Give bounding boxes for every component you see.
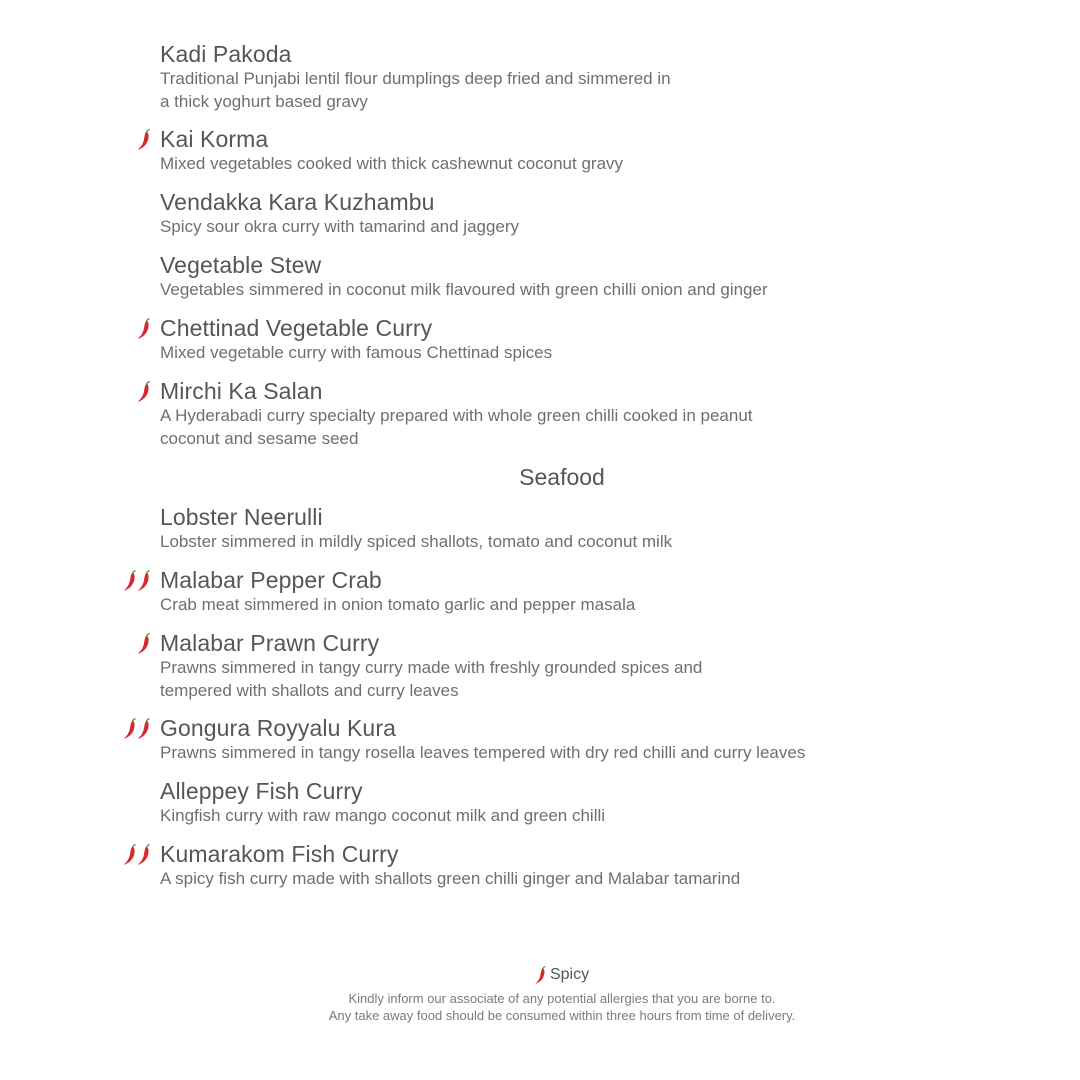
menu-item xyxy=(160,126,1020,175)
item-description: Crab meat simmered in onion tomato garlic and pepper masala xyxy=(160,595,636,614)
item-description: Mixed vegetables cooked with thick cashewnut coconut gravy xyxy=(160,154,624,173)
chili-icon xyxy=(535,966,546,985)
chili-icon xyxy=(138,633,150,655)
chili-icon xyxy=(138,381,150,403)
item-description: Prawns simmered in tangy rosella leaves tempered with dry red chilli and curry leaves xyxy=(160,743,806,762)
item-name: Mirchi Ka Salan xyxy=(160,378,323,404)
menu-item xyxy=(160,841,1020,890)
spice-indicator xyxy=(124,842,150,868)
menu-item xyxy=(160,189,1020,238)
item-description: A spicy fish curry made with shallots green chilli ginger and Malabar tamarind xyxy=(160,869,741,888)
spice-indicator xyxy=(124,716,150,742)
chili-icon xyxy=(124,718,136,740)
item-name: Chettinad Vegetable Curry xyxy=(160,315,433,341)
item-name: Lobster Neerulli xyxy=(160,504,323,530)
menu-item xyxy=(160,778,1020,827)
item-name: Gongura Royyalu Kura xyxy=(160,715,396,741)
item-description: Kingfish curry with raw mango coconut milk and green chilli xyxy=(160,806,606,825)
menu-item xyxy=(160,630,1020,702)
chili-icon xyxy=(124,844,136,866)
footer xyxy=(0,962,1080,1024)
chili-icon xyxy=(138,129,150,151)
item-name: Kai Korma xyxy=(160,126,269,152)
chili-icon xyxy=(138,718,150,740)
spice-indicator xyxy=(124,568,150,594)
menu-item xyxy=(160,378,1020,450)
chili-icon xyxy=(124,570,136,592)
chili-icon xyxy=(138,318,150,340)
spice-indicator xyxy=(138,316,150,342)
legend-label: Spicy xyxy=(549,966,590,983)
menu-item xyxy=(160,41,1020,113)
menu-item xyxy=(160,715,1020,764)
item-name: Vegetable Stew xyxy=(160,252,322,278)
item-name: Kadi Pakoda xyxy=(160,41,292,67)
item-description: Spicy sour okra curry with tamarind and jaggery xyxy=(160,217,520,236)
menu-item xyxy=(160,504,1020,553)
item-name: Alleppey Fish Curry xyxy=(160,778,363,804)
section-title-seafood: Seafood xyxy=(519,464,605,490)
item-description: Lobster simmered in mildly spiced shallots, tomato and coconut milk xyxy=(160,532,673,551)
menu-item xyxy=(160,567,1020,616)
chili-icon xyxy=(138,844,150,866)
menu-item xyxy=(160,252,1020,301)
item-description: A Hyderabadi curry specialty prepared with whole green chilli cooked in peanut coconut and sesame seed xyxy=(160,406,753,448)
allergy-note: Kindly inform our associate of any potential allergies that you are borne to. xyxy=(348,990,776,1006)
item-description: Vegetables simmered in coconut milk flavoured with green chilli onion and ginger xyxy=(160,280,768,299)
item-description: Mixed vegetable curry with famous Chettinad spices xyxy=(160,343,553,362)
takeaway-note: Any take away food should be consumed within three hours from time of delivery. xyxy=(328,1007,796,1023)
spicy-legend xyxy=(0,962,1080,990)
menu-item xyxy=(160,315,1020,364)
item-name: Malabar Pepper Crab xyxy=(160,567,382,593)
item-description: Prawns simmered in tangy curry made with freshly grounded spices and tempered with shallots and curry leaves xyxy=(160,658,703,700)
item-name: Vendakka Kara Kuzhambu xyxy=(160,189,435,215)
chili-icon xyxy=(138,570,150,592)
item-name: Kumarakom Fish Curry xyxy=(160,841,399,867)
spice-indicator xyxy=(138,631,150,657)
spice-indicator xyxy=(138,379,150,405)
item-description: Traditional Punjabi lentil flour dumplings deep fried and simmered in a thick yoghurt based gravy xyxy=(160,69,671,111)
item-name: Malabar Prawn Curry xyxy=(160,630,380,656)
spice-indicator xyxy=(138,127,150,153)
